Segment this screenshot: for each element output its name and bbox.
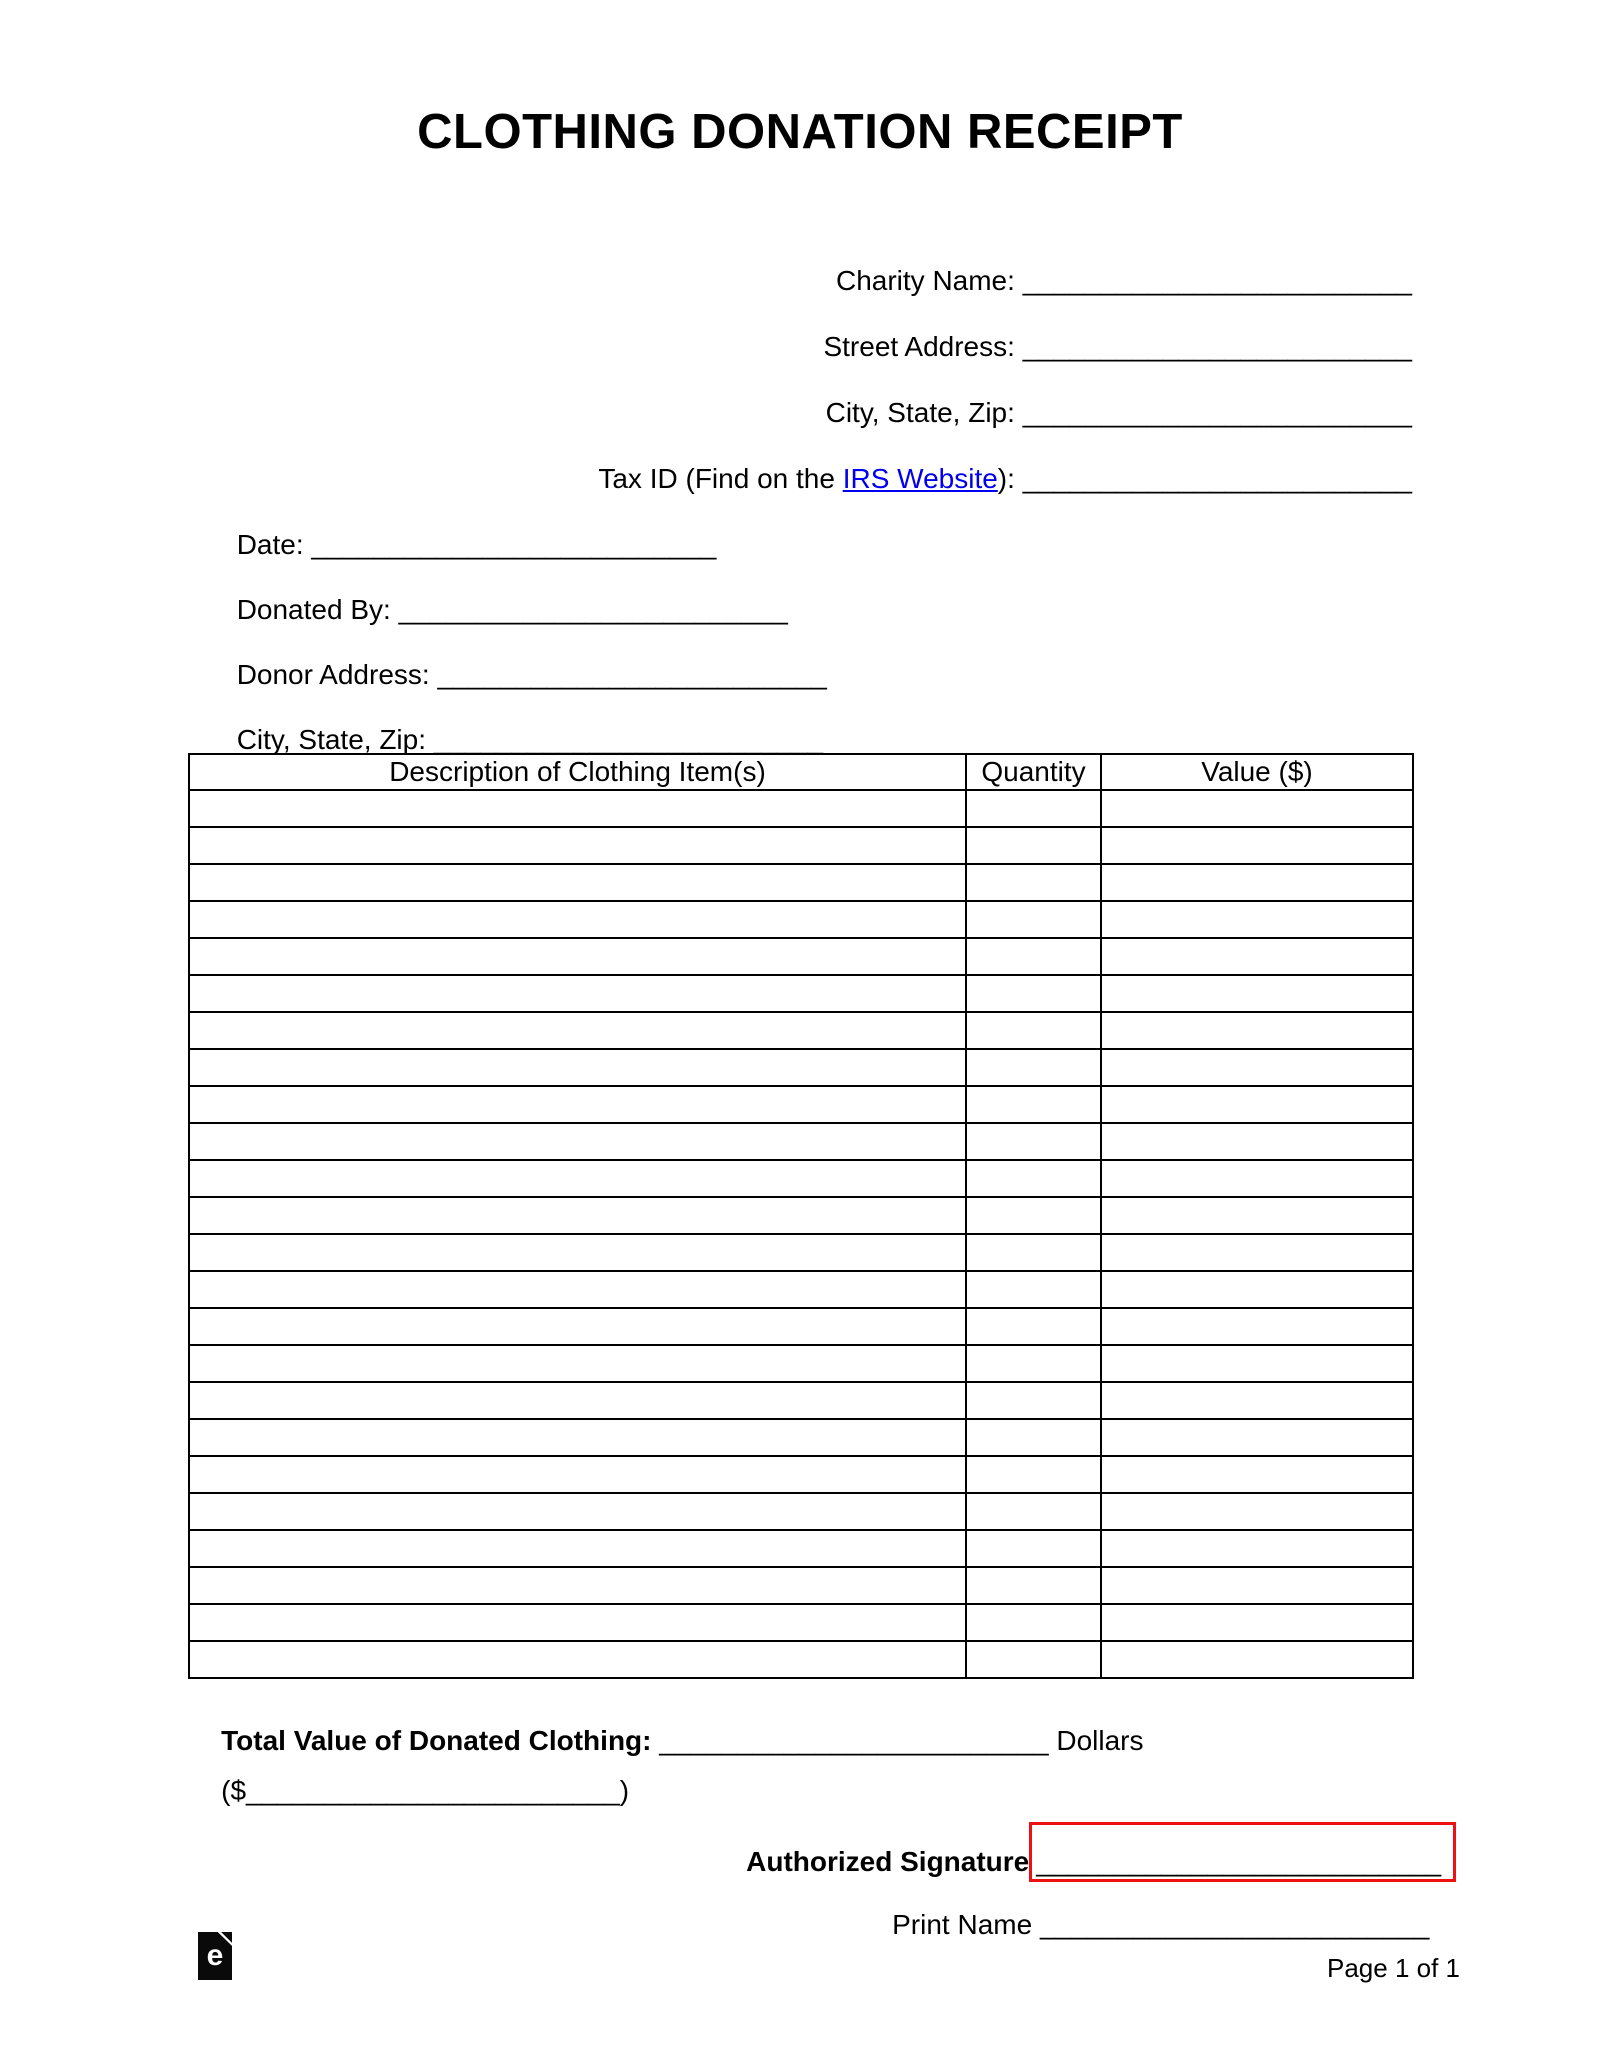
table-cell [189,975,966,1012]
table-cell [1101,790,1413,827]
charity-city-state-zip-line: _________________________ [1022,397,1412,428]
donated-by-label: Donated By: [236,594,399,625]
charity-name-field [0,230,1412,296]
print-name-label: Print Name [892,1909,1040,1940]
table-cell [189,1345,966,1382]
table-cell [966,1123,1101,1160]
numeric-open-paren: ($ [221,1775,247,1806]
table-row [189,864,1413,901]
total-value-line: _________________________ [659,1725,1049,1756]
table-cell [1101,864,1413,901]
table-cell [1101,938,1413,975]
table-cell [189,1012,966,1049]
table-cell [966,827,1101,864]
eforms-logo [198,1932,232,1980]
table-row [189,1197,1413,1234]
authorized-signature-label: Authorized Signature [746,1846,1030,1877]
donated-by-line: _________________________ [398,594,788,625]
donor-city-state-zip-field [190,689,827,754]
table-row [189,1567,1413,1604]
street-address-line: _________________________ [1022,331,1412,362]
donation-items-table [188,753,1414,1679]
table-cell [966,1012,1101,1049]
table-cell [966,790,1101,827]
donor-city-state-zip-label: City, State, Zip: [236,724,434,755]
table-row [189,1271,1413,1308]
table-cell [966,1160,1101,1197]
charity-name-label: Charity Name: [835,265,1023,296]
table-row [189,1012,1413,1049]
table-cell [189,1049,966,1086]
table-cell [189,1197,966,1234]
tax-id-line: _________________________ [1022,463,1412,494]
table-cell [966,1419,1101,1456]
table-row [189,1086,1413,1123]
table-row [189,1345,1413,1382]
table-row [189,1160,1413,1197]
table-cell [1101,1456,1413,1493]
table-row [189,1456,1413,1493]
table-cell [966,1234,1101,1271]
table-cell [1101,1419,1413,1456]
table-cell [189,1234,966,1271]
print-name-line: _________________________ [1039,1909,1430,1940]
date-label: Date: [236,529,312,560]
table-row [189,1641,1413,1678]
donor-info-section [190,494,827,754]
table-cell [966,1567,1101,1604]
table-cell [966,1197,1101,1234]
table-row [189,1604,1413,1641]
table-cell [966,1345,1101,1382]
table-cell [189,1604,966,1641]
table-cell [966,1049,1101,1086]
date-line: __________________________ [311,529,717,560]
table-cell [1101,1049,1413,1086]
table-cell [966,1086,1101,1123]
table-cell [966,901,1101,938]
table-cell [966,1493,1101,1530]
tax-id-label-suffix: ): [997,463,1023,494]
table-cell [1101,1086,1413,1123]
table-cell [189,1086,966,1123]
table-cell [966,1604,1101,1641]
donated-by-field [190,559,827,624]
street-address-label: Street Address: [823,331,1023,362]
total-value-label: Total Value of Donated Clothing: [221,1725,660,1756]
table-body [189,790,1413,1678]
table-cell [189,901,966,938]
table-cell [189,1308,966,1345]
donor-address-field [190,624,827,689]
page-number: Page 1 of 1 [1327,1953,1460,1983]
signature-line: __________________________ [1036,1846,1442,1877]
street-address-field [0,296,1412,362]
signature-field-highlight[interactable] [1029,1822,1456,1882]
table-cell [189,790,966,827]
table-cell [189,1271,966,1308]
table-row [189,1308,1413,1345]
table-cell [966,1382,1101,1419]
table-cell [189,1123,966,1160]
table-cell [189,1493,966,1530]
table-cell [1101,1604,1413,1641]
table-cell [1101,1567,1413,1604]
table-cell [966,1530,1101,1567]
table-cell [966,1641,1101,1678]
table-row [189,901,1413,938]
table-cell [189,827,966,864]
table-cell [189,1160,966,1197]
table-row [189,1234,1413,1271]
date-field [190,494,827,559]
table-cell [189,864,966,901]
table-cell [1101,1160,1413,1197]
numeric-amount-line: ________________________ [246,1775,620,1806]
table-row [189,1049,1413,1086]
table-row [189,1530,1413,1567]
page-title: CLOTHING DONATION RECEIPT [417,105,1183,159]
table-cell [189,1530,966,1567]
table-cell [1101,1641,1413,1678]
table-cell [189,1419,966,1456]
table-cell [189,938,966,975]
charity-name-line: _________________________ [1022,265,1412,296]
table-cell [966,1271,1101,1308]
charity-city-state-zip-field [0,362,1412,428]
table-cell [1101,1271,1413,1308]
table-cell [966,864,1101,901]
charity-city-state-zip-label: City, State, Zip: [825,397,1023,428]
table-row [189,1382,1413,1419]
table-row [189,827,1413,864]
table-cell [1101,901,1413,938]
table-header-row [189,754,1413,790]
total-amount-numeric-field [190,1740,629,1842]
table-cell [189,1382,966,1419]
table-cell [966,975,1101,1012]
tax-id-field [0,428,1412,494]
donor-address-line: _________________________ [437,659,827,690]
table-cell [1101,1234,1413,1271]
donor-address-label: Donor Address: [236,659,438,690]
irs-website-link[interactable]: IRS Website [842,463,998,494]
table-row [189,790,1413,827]
table-cell [1101,1308,1413,1345]
total-value-dollars-label: Dollars [1048,1725,1144,1756]
table-cell [966,1456,1101,1493]
table-cell [1101,1530,1413,1567]
table-cell [189,1567,966,1604]
numeric-close-paren: ) [619,1775,630,1806]
table-cell [189,1641,966,1678]
column-header-description: Description of Clothing Item(s) [189,754,966,790]
tax-id-label-prefix: Tax ID (Find on the [598,463,843,494]
table-row [189,1419,1413,1456]
column-header-quantity: Quantity [966,754,1101,790]
table-row [189,1123,1413,1160]
table-cell [1101,975,1413,1012]
charity-info-section [0,230,1412,494]
column-header-value: Value ($) [1101,754,1413,790]
table-cell [1101,827,1413,864]
table-row [189,1493,1413,1530]
table-cell [1101,1012,1413,1049]
eforms-logo-letter: e [206,1939,224,1972]
table-row [189,975,1413,1012]
table-cell [966,938,1101,975]
table-cell [189,1456,966,1493]
table-cell [1101,1197,1413,1234]
table-cell [1101,1493,1413,1530]
table-cell [1101,1382,1413,1419]
table-cell [966,1308,1101,1345]
table-cell [1101,1123,1413,1160]
table-row [189,938,1413,975]
table-cell [1101,1345,1413,1382]
donor-city-state-zip-line: _________________________ [433,724,824,755]
